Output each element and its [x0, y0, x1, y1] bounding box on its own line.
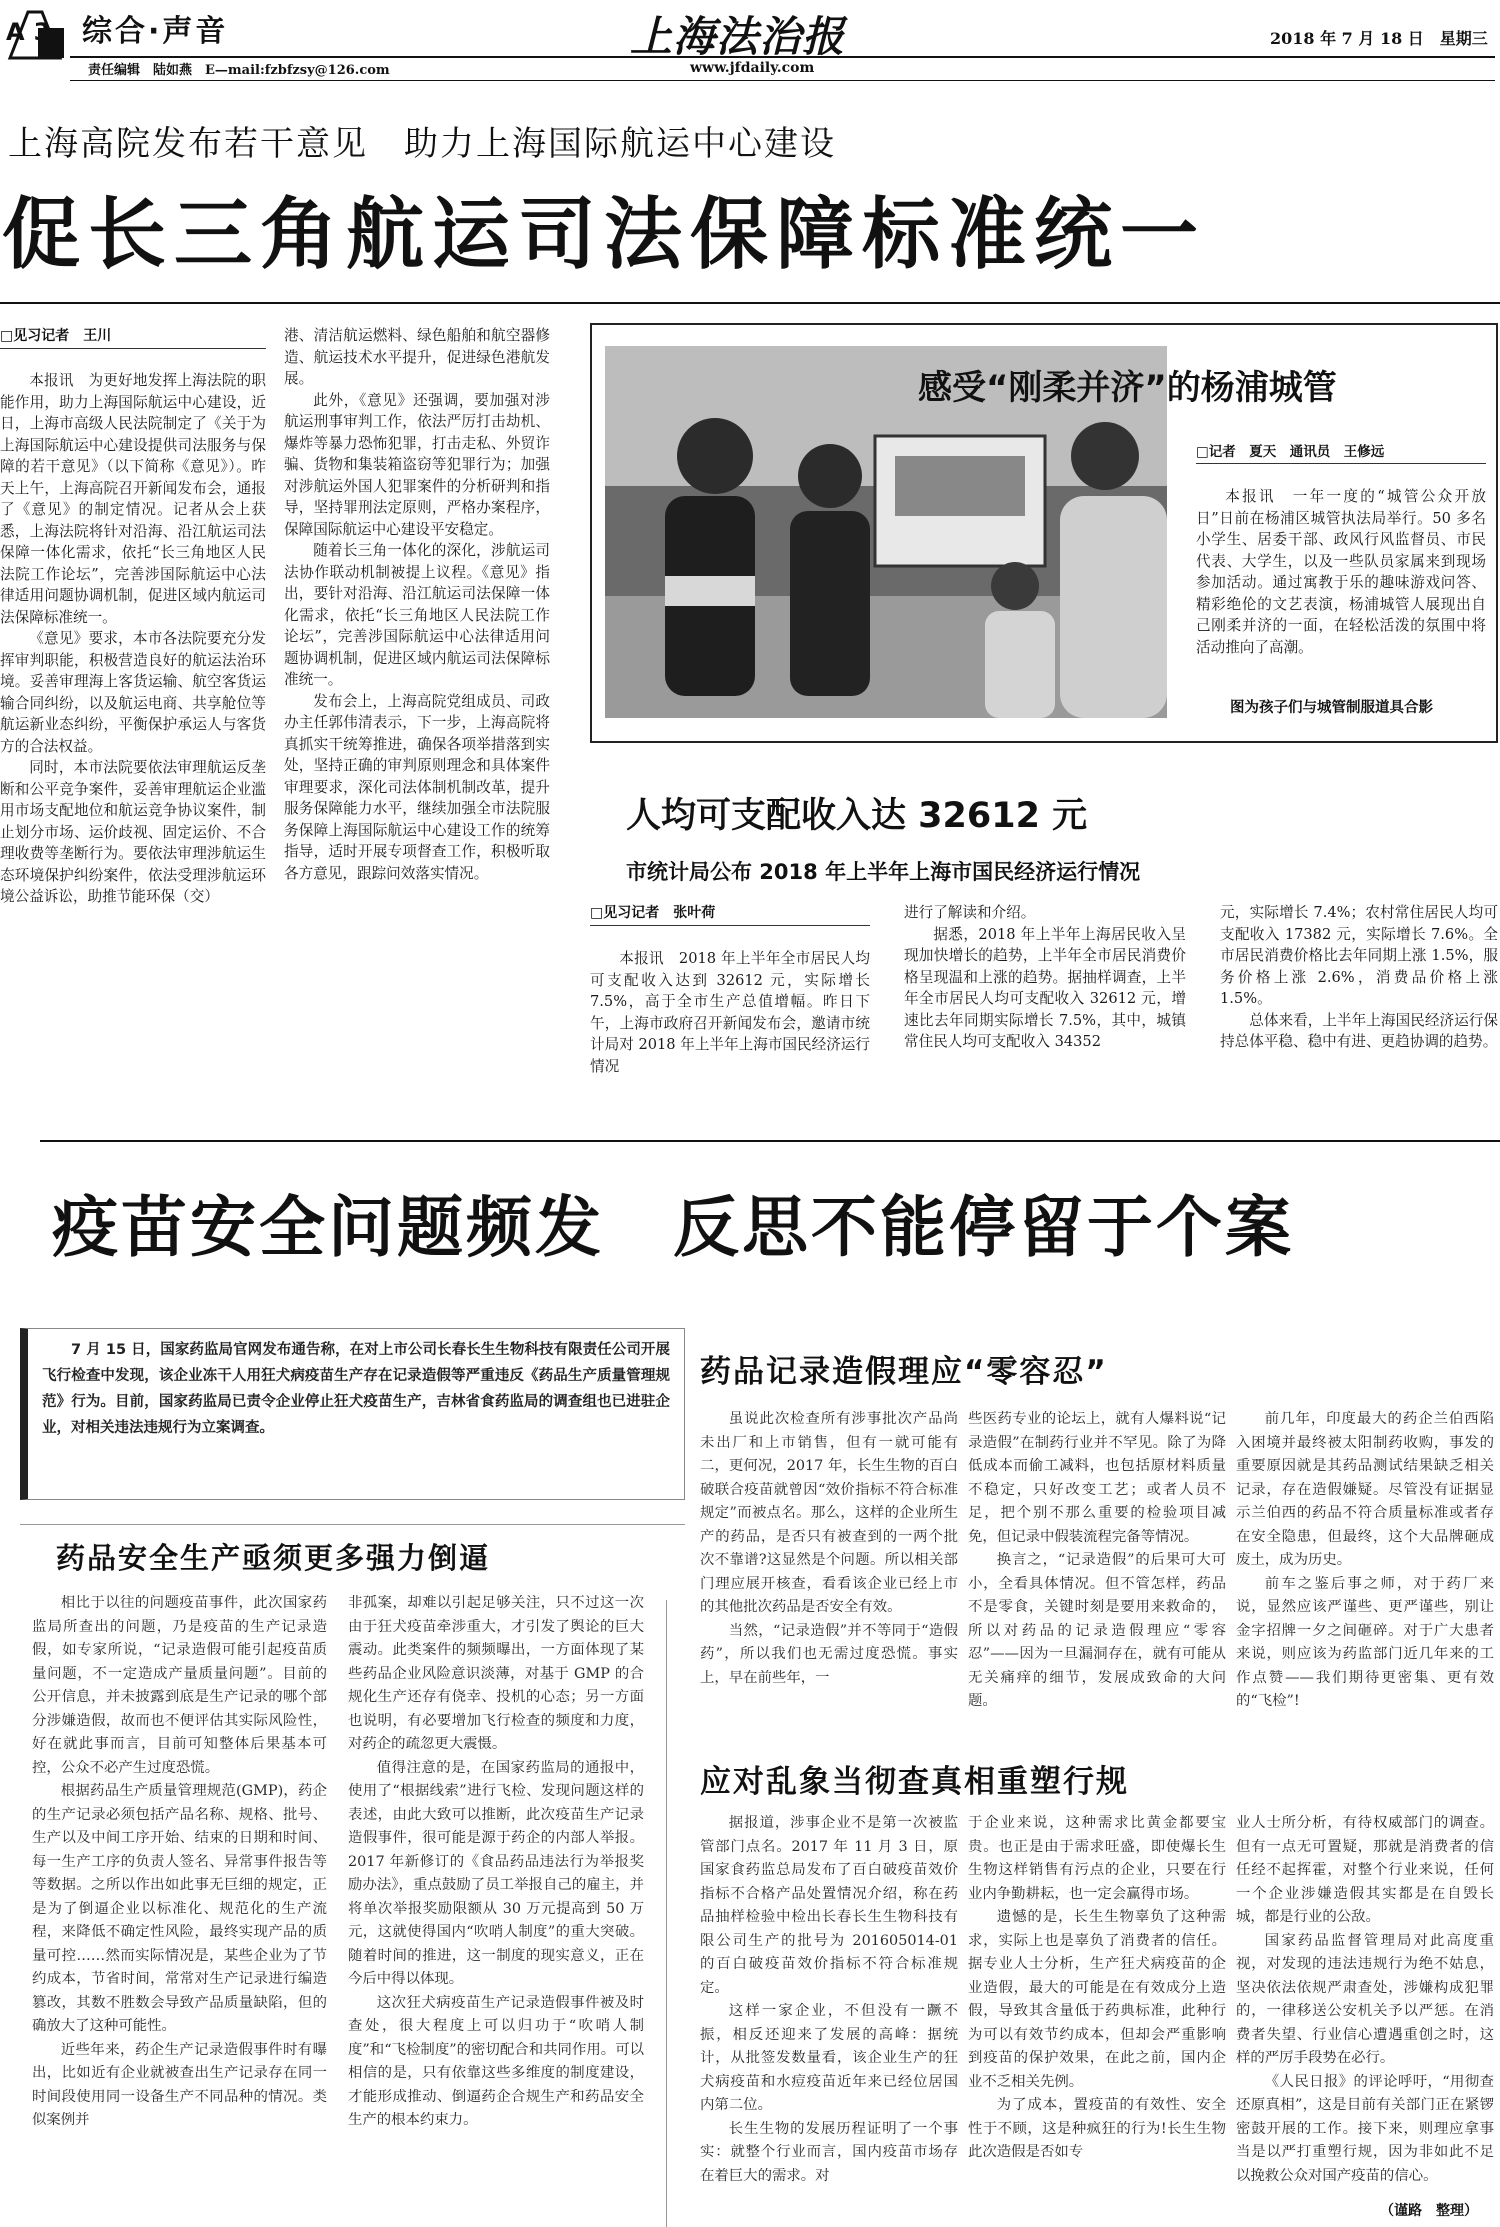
vaccine-feature: [0, 1300, 1500, 2227]
newspaper-url: www.jfdaily.com: [690, 60, 815, 76]
lead-paragraph: 发布会上，上海高院党组成员、司政办主任郭伟清表示，下一步，上海高院将真抓实干统筹推进，确保各项举措落到实处，坚持正确的审判原则理念和具体案件审理要求，深化司法体制机制改革，提升服务保障能力水平，继续加强全市法院服务保障上海国际航运中心建设工作的统筹指导，适时开展专项督查工作，积极听取各方意见，跟踪问效落实情况。: [284, 692, 550, 882]
masthead-rule-bottom: [70, 80, 1495, 81]
sub1-rule: [20, 1524, 685, 1525]
income-paragraph: 元，实际增长 7.4%；农村常住居民人均可支配收入 17382 元，实际增长 7.6%。全市居民消费价格比去年同期上涨 1.5%，服务价格上涨 2.6%，消费品价格上涨 1.5%。: [1220, 904, 1498, 1007]
sub3-column-1: [700, 1812, 958, 2227]
lead-paragraph: 此外，《意见》还强调，要加强对涉航运刑事审判工作，依法严厉打击劫机、爆炸等暴力恐怖犯罪，打击走私、外贸诈骗、货物和集装箱盗窃等犯罪行为；加强对涉航运外国人犯罪案件的分析研判和指导，坚持罪刑法定原则，严格办案程序，保障国际航运中心建设平安稳定。: [284, 391, 550, 538]
lead-headline: 促长三角航运司法保障标准统一: [2, 190, 1207, 280]
sub2-paragraph: 些医药专业的论坛上，就有人爆料说“记录造假”在制药行业并不罕见。除了为降低成本而偷工减料，也包括原材料质量不稳定，只好改变工艺；或者人员不足，把个别不那么重要的检验项目减免，但记录中假装流程完备等情况。: [968, 1411, 1226, 1545]
sub1-paragraph: 相比于以往的问题疫苗事件，此次国家药监局所查出的问题，乃是疫苗的生产记录造假，如专家所说，“记录造假可能引起疫苗质量问题，不一定造成产量质量问题”。目前的公开信息，并未披露到底是生产记录的哪个部分涉嫌造假，故而也不便评估其实际风险性，好在就此事而言，目前可知整体后果基本可控，公众不必产生过度恐慌。: [32, 1595, 327, 1776]
photo-story-body: [1196, 486, 1486, 696]
sub1-paragraph: 非孤案，却难以引起足够关注，只不过这一次由于狂犬疫苗牵涉重大，才引发了舆论的巨大震动。此类案件的频频曝出，一方面体现了某些药品企业风险意识淡薄，对基于 GMP 的合规化生产还存有侥幸、投机的心态；另一方面也说明，有必要增加飞行检查的频度和力度，对药企的疏忽更大震慑。: [348, 1595, 644, 1752]
masthead-rule: [70, 56, 1495, 58]
sub3-paragraph: 长生生物的发展历程证明了一个事实：就整个行业而言，国内疫苗市场存在着巨大的需求。对: [700, 2120, 958, 2184]
sub3-headline: 应对乱象当彻查真相重塑行规: [700, 1764, 1129, 1800]
vaccine-intro-box: [20, 1328, 685, 1500]
sub3-paragraph: 于企业来说，这种需求比黄金都要宝贵。也正是由于需求旺盛，即使爆长生生物这样销售有污点的企业，只要在行业内争勤耕耘，也一定会赢得市场。: [968, 1815, 1226, 1902]
sub2-paragraph: 当然，“记录造假”并不等同于“造假药”，所以我们也无需过度恐慌。事实上，早在前些年，一: [700, 1622, 958, 1686]
lead-paragraph: 随着长三角一体化的深化，涉航运司法协作联动机制被提上议程。《意见》指出，要针对沿海、沿江航运司法保障一体化需求，依托“长三角地区人民法院工作论坛”，完善涉国际航运中心法律适用问题协调机制，促进区域内航运司法保障标准统一。: [284, 542, 550, 688]
photo-story-byline: □记者 夏天 通讯员 王修远: [1196, 440, 1486, 464]
income-paragraph: 总体来看，上半年上海国民经济运行保持总体平稳、稳中有进、更趋协调的趋势。: [1220, 1011, 1498, 1050]
sub3-paragraph: 为了成本，置疫苗的有效性、安全性于不顾，这是种疯狂的行为!长生生物此次造假是否如专: [968, 2097, 1226, 2160]
income-column-3: [1220, 902, 1498, 1096]
lead-paragraph: 本报讯 为更好地发挥上海法院的职能作用，助力上海国际航运中心建设，近日，上海市高级人民法院制定了《关于为上海国际航运中心建设提供司法服务与保障的若干意见》（以下简称《意见》）。昨天上午，上海高院召开新闻发布会，通报了《意见》的制定情况。记者从会上获悉，上海法院将针对沿海、沿江航运司法保障一体化需求，依托“长三角地区人民法院工作论坛”，完善涉国际航运中心法律适用问题协调机制，促进区域内航运司法保障标准统一。: [0, 372, 266, 626]
sub3-paragraph: 据报道，涉事企业不是第一次被监管部门点名。2017 年 11 月 3 日，原国家食药监总局发布了百白破疫苗效价指标不合格产品处置情况介绍，称在药品抽样检验中检出长春长生生物科技有限公司生产的批号为 201605014-01 的百白破疫苗效价指标不符合标准规定。: [700, 1815, 958, 1996]
income-headline: 人均可支配收入达 32612 元: [626, 796, 1088, 836]
income-paragraph: 本报讯 2018 年上半年全市居民人均可支配收入达到 32612 元，实际增长 7.5%，高于全市生产总值增幅。昨日下午，上海市政府召开新闻发布会，邀请市统计局对 2018 年上半年上海市国民经济运行情况: [590, 950, 870, 1075]
editor-note: （谨路 整理）: [1380, 2203, 1478, 2219]
issue-date: 2018 年 7 月 18 日 星期三: [1270, 29, 1488, 48]
sub1-paragraph: 这次狂犬病疫苗生产记录造假事件被及时查处，很大程度上可以归功于“吹哨人制度”和“飞检制度”的密切配合和共同作用。可以相信的是，只有依靠这些多维度的制度建设，才能形成推动、倒逼药企合规生产和药品安全生产的根本约束力。: [348, 1994, 644, 2128]
lead-paragraph: 同时，本市法院要依法审理航运反垄断和公平竞争案件，妥善审理航运企业滥用市场支配地位和航运竞争协议案件，制止划分市场、运价歧视、固定运价、不合理收费等垄断行为。要依法审理涉航运生态环境保护纠纷案件，依法受理涉航运环境公益诉讼，助推节能环保（交）: [0, 759, 266, 905]
sub1-paragraph: 根据药品生产质量管理规范(GMP)，药企的生产记录必须包括产品名称、规格、批号、生产以及中间工序开始、结束的日期和时间、每一生产工序的负责人签名、异常事件报告等等数据。之所以作出如此事无巨细的规定，正是为了倒逼企业以标准化、规范化的生产流程，来降低不确定性风险，最终实现产品的质量可控……然而实际情况是，某些企业为了节约成本，节省时间，常常对生产记录进行编造篡改，其数不胜数会导致产品质量缺陷，但的确放大了这种可能性。: [32, 1783, 327, 2034]
income-paragraph: 进行了解读和介绍。: [904, 904, 1036, 921]
sub3-paragraph: 《人民日报》的评论呼吁，“用彻查还原真相”，这是目前有关部门正在紧锣密鼓开展的工作。接下来，则理应拿事当是以严打重塑行规，因为非如此不足以挽救公众对国产疫苗的信心。: [1236, 2073, 1494, 2184]
sub2-paragraph: 虽说此次检查所有涉事批次产品尚未出厂和上市销售，但有一就可能有二，更何况，2017 年，长生生物的百白破联合疫苗就曾因“效价指标不符合标准规定”而被点名。那么，这样的企业所生产的药品，是否只有被查到的一两个批次不靠谱?这显然是个问题。所以相关部门理应展开核查，看看该企业已经上市的其他批次药品是否安全有效。: [700, 1411, 958, 1615]
vaccine-intro: 7 月 15 日，国家药监局官网发布通告称，在对上市公司长春长生生物科技有限责任公司开展飞行检查中发现，该企业冻干人用狂犬病疫苗生产存在记录造假等严重违反《药品生产质量管理规范》行为。目前，国家药监局已责令企业停止狂犬疫苗生产，吉林省食药监局的调查组也已进驻企业，对相关违法违规行为立案调查。: [42, 1342, 670, 1436]
lead-column-1: [0, 370, 266, 1090]
sub3-column-3: [1236, 1812, 1494, 2202]
income-byline: □见习记者 张叶荷: [590, 902, 870, 926]
sub1-paragraph: 值得注意的是，在国家药监局的通报中，使用了“根据线索”进行飞检、发现问题这样的表述，由此大致可以推断，此次疫苗生产记录造假事件，很可能是源于药企的内部人举报。2017 年新修订的《食品药品违法行为举报奖励办法》，重点鼓励了员工举报自己的雇主，并将单次举报奖励限额从 30 万元提高到 50 万元，这就使得国内“吹哨人制度”的重大突破。随着时间的推进，这一制度的现实意义，正在今后中得以体现。: [348, 1759, 644, 1987]
sub1-column-1: [32, 1592, 327, 2227]
photo-story-headline: 感受“刚柔并济”的杨浦城管: [918, 368, 1337, 408]
column-divider: [666, 1600, 667, 2227]
lead-kicker: 上海高院发布若干意见 助力上海国际航运中心建设: [8, 124, 836, 164]
income-subhead: 市统计局公布 2018 年上半年上海市国民经济运行情况: [626, 860, 1141, 884]
sub2-paragraph: 换言之，“记录造假”的后果可大可小，全看具体情况。但不管怎样，药品不是零食，关键时刻是要用来救命的，所以对药品的记录造假理应“零容忍”——因为一旦漏洞存在，就有可能从无关痛痒的细节，发展成致命的大问题。: [968, 1552, 1226, 1709]
sub2-column-3: [1236, 1408, 1494, 1838]
section-divider: [40, 1140, 1500, 1142]
section-title: 综合·声音: [82, 14, 229, 49]
sub3-paragraph: 业人士所分析，有待权威部门的调查。但有一点无可置疑，那就是消费者的信任经不起挥霍，对整个行业来说，任何一个企业涉嫌造假其实都是在自毁长城，都是行业的公敌。: [1236, 1815, 1494, 1925]
sub2-headline: 药品记录造假理应“零容忍”: [700, 1354, 1108, 1390]
sub1-headline: 药品安全生产亟须更多强力倒逼: [56, 1541, 491, 1575]
lead-paragraph: 《意见》要求，本市各法院要充分发挥审判职能，积极营造良好的航运法治环境。妥善审理海上客货运输、航空客货运输合同纠纷，以及航运电商、共享舱位等航运新业态纠纷，平衡保护承运人与客货方的合法权益。: [0, 630, 266, 755]
sub2-paragraph: 前车之鉴后事之师，对于药厂来说，显然应该严谨些、更严谨些，别让金字招牌一夕之间砸碎。对于广大患者来说，则应该为药监部门近几年来的工作点赞——我们期待更密集、更有效的“飞检”!: [1236, 1575, 1494, 1709]
photo-story-paragraph: 本报讯 一年一度的“城管公众开放日”日前在杨浦区城管执法局举行。50 多名小学生、居委干部、政风行风监督员、市民代表、大学生，以及一些队员家属来到现场参加活动。通过寓教于乐的趣味游戏问答、精彩绝伦的文艺表演，杨浦城管人展现出自己刚柔并济的一面，在轻松活泼的氛围中将活动推向了高潮。: [1196, 488, 1486, 656]
income-column-2: [904, 902, 1186, 1096]
masthead: [0, 0, 1500, 84]
editor-credit: 责任编辑 陆如燕 E—mail:fzbfzsy@126.com: [88, 63, 390, 78]
sub2-paragraph: 前几年，印度最大的药企兰伯西陷入困境并最终被太阳制药收购，事发的重要原因就是其药品测试结果缺乏相关记录，存在造假嫌疑。尽管没有证据显示兰伯西的药品不符合质量标准或者存在安全隐患，但最终，这个大品牌砸成废土，成为历史。: [1236, 1411, 1494, 1568]
sub3-paragraph: 国家药品监督管理局对此高度重视，对发现的违法违规行为绝不姑息，坚决依法依规严肃查处，涉嫌构成犯罪的，一律移送公安机关予以严惩。在消费者失望、行业信心遭遇重创之时，这样的严厉手段势在必行。: [1236, 1932, 1494, 2066]
sub3-paragraph: 遗憾的是，长生生物辜负了这种需求，实际上也是辜负了消费者的信任。据专业人士分析，生产狂犬病疫苗的企业造假，最大的可能是在有效成分上造假，导致其含量低于药典标准，此种行为可以有效节约成本，但却会严重影响到疫苗的保护效果，在此之前，国内企业不乏相关先例。: [968, 1909, 1226, 2090]
vaccine-headline: 疫苗安全问题频发 反思不能停留于个案: [52, 1189, 1294, 1266]
sub1-column-2: [348, 1592, 644, 2227]
lead-byline: □见习记者 王川: [0, 325, 266, 349]
sub3-paragraph: 这样一家企业，不但没有一蹶不振，相反还迎来了发展的高峰：据统计，从批签发数量看，该企业生产的狂犬病疫苗和水痘疫苗近年来已经位居国内第二位。: [700, 2003, 958, 2113]
lead-paragraph: 港、清洁航运燃料、绿色船舶和航空器修造、航运技术水平提升，促进绿色港航发展。: [284, 327, 550, 387]
lead-column-2: [284, 325, 550, 1090]
income-paragraph: 据悉，2018 年上半年上海居民收入呈现加快增长的趋势，上半年全市居民消费价格呈现温和上涨的趋势。据抽样调查，上半年全市居民人均可支配收入 32612 元，增速比去年同期实际增长 7.5%，其中，城镇常住民人均可支配收入 34352: [904, 925, 1186, 1050]
sub1-paragraph: 近些年来，药企生产记录造假事件时有曝出，比如近有企业就被查出生产记录存在同一时间段使用同一设备生产不同品种的情况。类似案例并: [32, 2041, 327, 2128]
page-badge-label: A3: [6, 18, 60, 46]
sub3-column-2: [968, 1812, 1226, 2227]
photo-caption: 图为孩子们与城管制服道具合影: [1230, 700, 1433, 716]
income-column-1: [590, 948, 870, 1096]
lead-rule: [0, 302, 1500, 304]
newspaper-logo: 上海法治报: [630, 12, 846, 61]
